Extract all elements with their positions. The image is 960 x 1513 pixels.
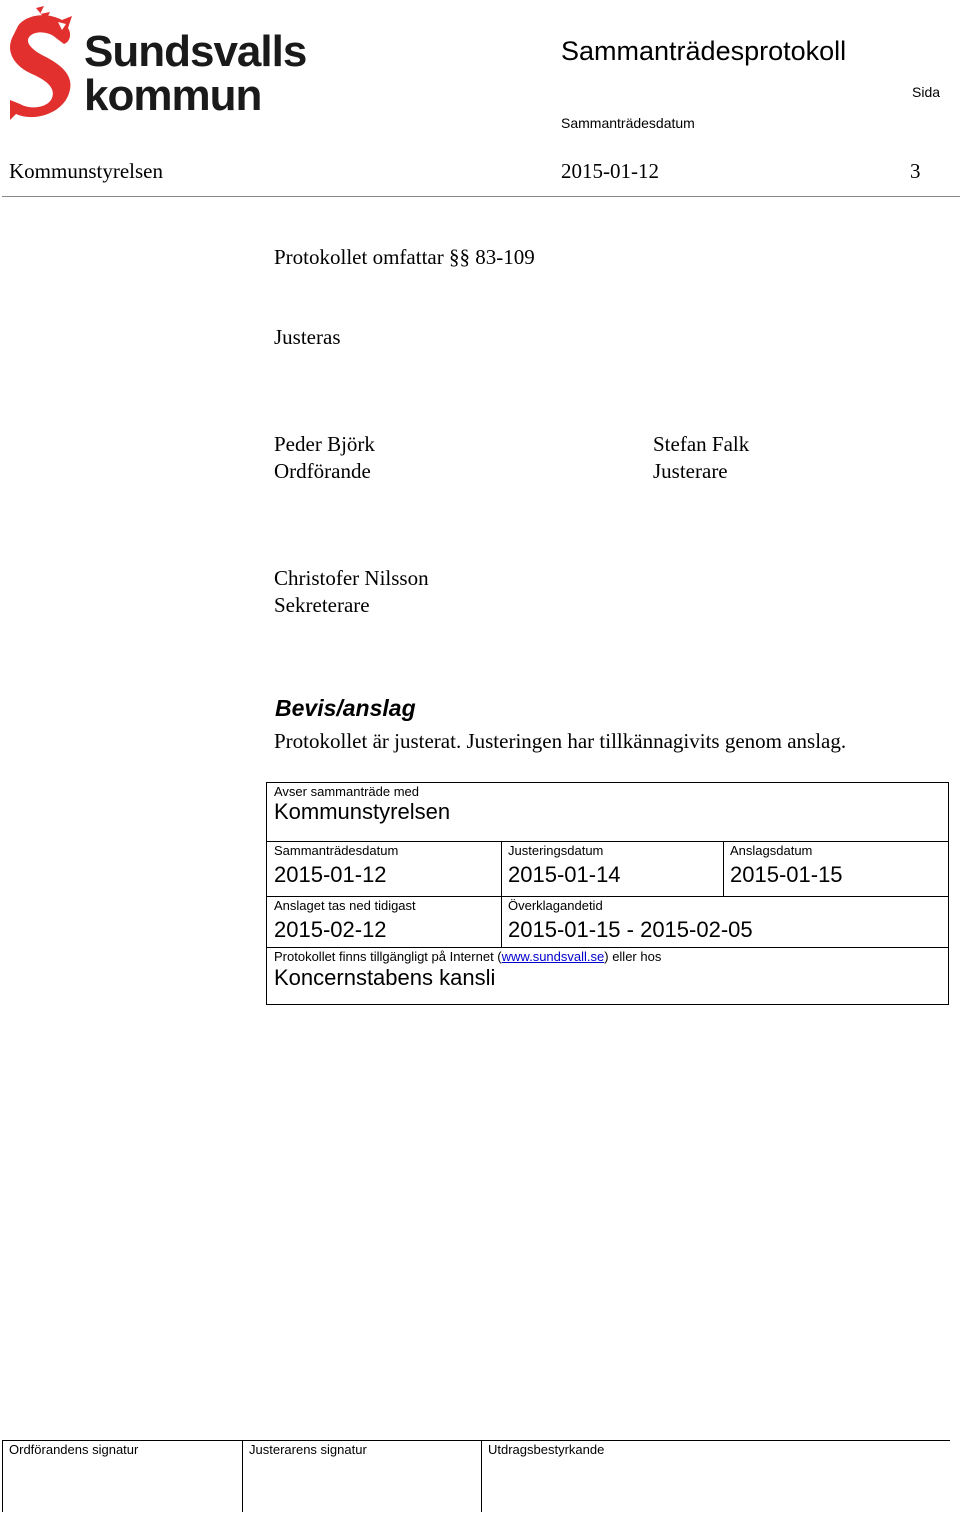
protocol-scope: Protokollet omfattar §§ 83-109 — [274, 245, 535, 269]
post-date-value: 2015-01-15 — [730, 862, 843, 887]
footer-divider — [2, 1440, 3, 1512]
committee-name: Kommunstyrelsen — [9, 159, 163, 183]
sundsvalls-kommun-logo — [6, 4, 316, 124]
notice-box — [266, 782, 949, 1005]
avser-value: Kommunstyrelsen — [274, 799, 451, 824]
bevis-anslag-heading: Bevis/anslag — [275, 695, 416, 721]
post-date-label: Anslagsdatum — [730, 843, 813, 858]
meeting-date-label: Sammanträdesdatum — [561, 115, 695, 131]
logo-text-sundsvalls: Sundsvalls — [84, 27, 307, 76]
appeal-period-value: 2015-01-15 - 2015-02-05 — [508, 917, 753, 942]
notice-divider — [501, 841, 502, 947]
signatory-name: Stefan Falk — [653, 432, 750, 456]
logo-text-kommun: kommun — [84, 71, 262, 120]
signatory-name: Peder Björk — [274, 432, 375, 456]
signatory-role: Sekreterare — [274, 593, 370, 617]
footer-divider — [242, 1440, 243, 1512]
notice-divider — [723, 841, 724, 896]
availability-prefix: Protokollet finns tillgängligt på Internet ( — [274, 949, 502, 964]
signatory-role: Ordförande — [274, 459, 371, 483]
notice-divider — [267, 896, 948, 897]
adjust-date-label: Justeringsdatum — [508, 843, 604, 858]
notice-meeting-date-label: Sammanträdesdatum — [274, 843, 399, 858]
footer-divider — [2, 1440, 950, 1441]
office-name: Koncernstabens kansli — [274, 965, 496, 990]
adjuster-signature-label: Justerarens signatur — [249, 1442, 367, 1457]
notice-meeting-date-value: 2015-01-12 — [274, 862, 387, 887]
signatory-role: Justerare — [653, 459, 728, 483]
sundsvall-website-link[interactable]: www.sundsvall.se — [501, 949, 605, 964]
header-divider — [2, 196, 960, 197]
availability-suffix: ) eller hos — [604, 949, 662, 964]
notice-divider — [267, 841, 948, 842]
document-title: Sammanträdesprotokoll — [561, 36, 847, 66]
meeting-date: 2015-01-12 — [561, 159, 659, 183]
adjust-date-value: 2015-01-14 — [508, 862, 621, 887]
avser-label: Avser sammanträde med — [274, 784, 419, 799]
justeras-heading: Justeras — [274, 325, 341, 349]
availability-text — [274, 949, 661, 964]
extract-certification-label: Utdragsbestyrkande — [488, 1442, 605, 1457]
removal-date-label: Anslaget tas ned tidigast — [274, 898, 416, 913]
dragon-s-logo-icon — [6, 4, 78, 124]
removal-date-value: 2015-02-12 — [274, 917, 387, 942]
appeal-period-label: Överklagandetid — [508, 898, 603, 913]
bevis-anslag-text: Protokollet är justerat. Justeringen har tillkännagivits genom anslag. — [274, 729, 847, 753]
page-label: Sida — [912, 84, 941, 100]
notice-divider — [267, 947, 948, 948]
signatory-name: Christofer Nilsson — [274, 566, 429, 590]
page-number: 3 — [910, 159, 921, 183]
chair-signature-label: Ordförandens signatur — [9, 1442, 139, 1457]
footer-divider — [481, 1440, 482, 1512]
